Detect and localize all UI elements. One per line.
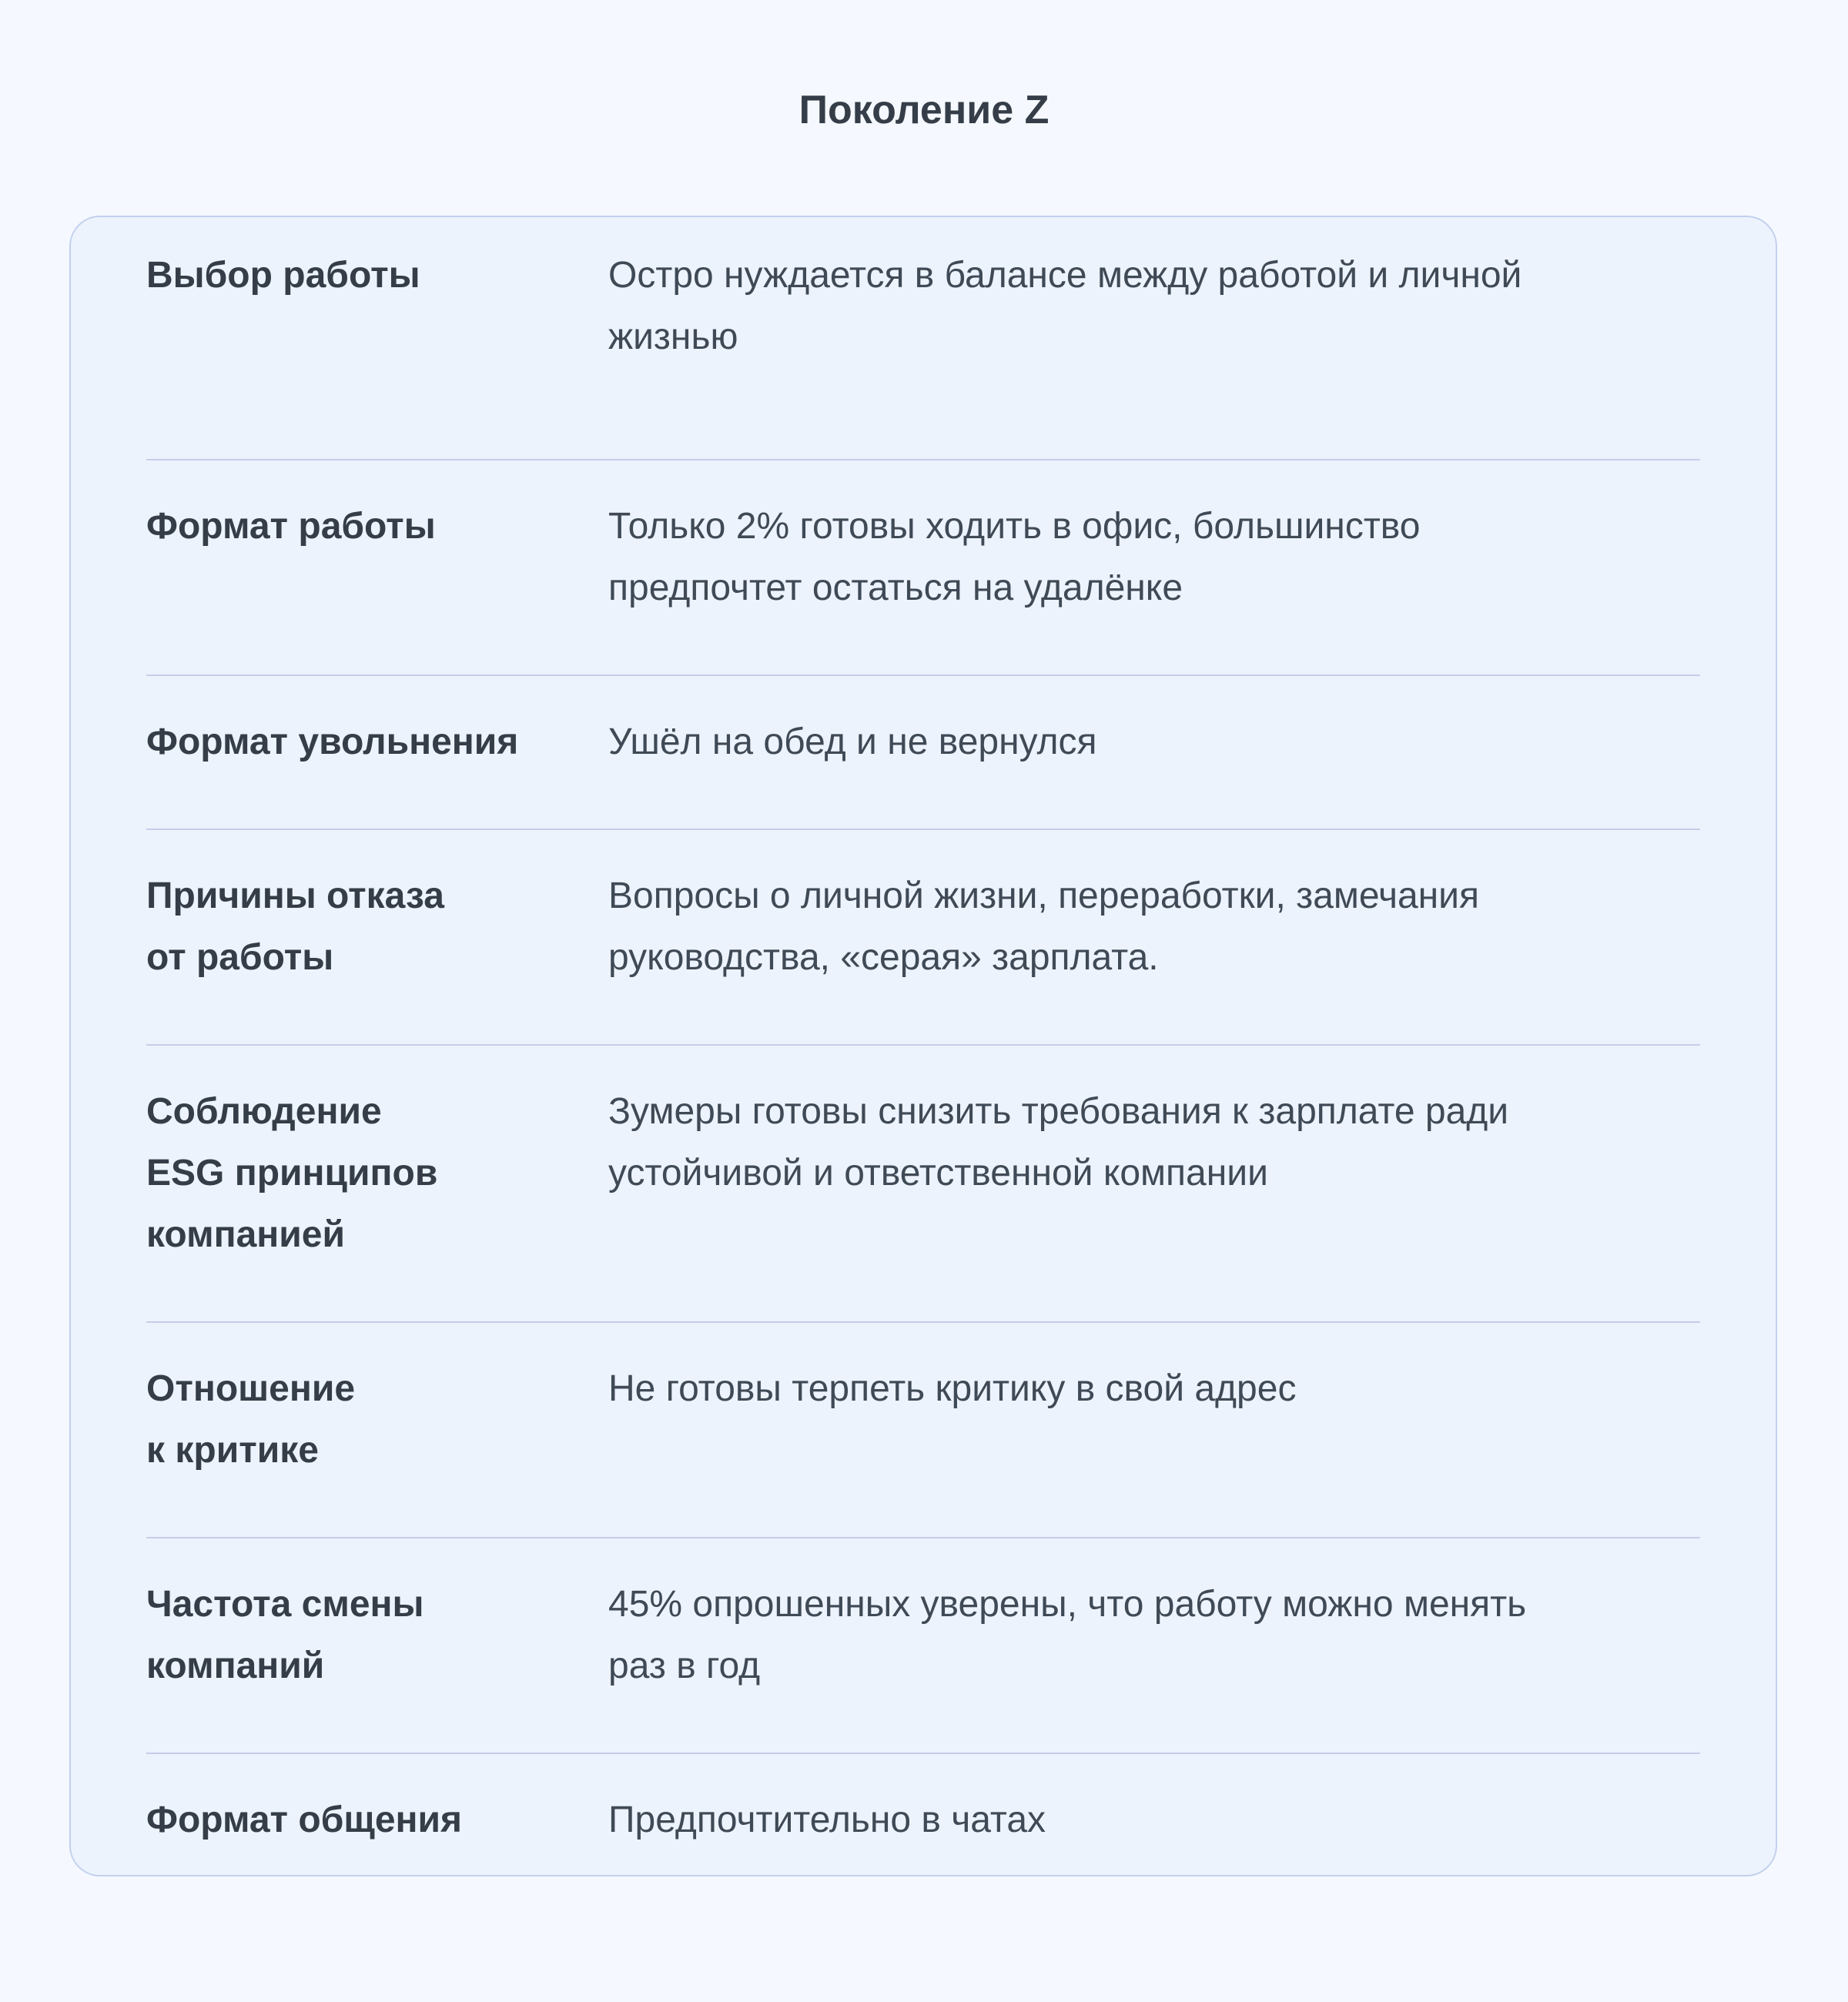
row-label: Формат увольнения: [146, 721, 519, 762]
row-value: Ушёл на обед и не вернулся: [608, 721, 1097, 762]
row-value: Не готовы терпеть критику в свой адрес: [608, 1368, 1297, 1409]
row-label: Формат работы: [146, 506, 436, 547]
row-label: Выбор работы: [146, 255, 420, 296]
table-row: [146, 1754, 1700, 1877]
row-label: Частота смены компаний: [146, 1584, 424, 1686]
row-value: Предпочтительно в чатах: [608, 1799, 1046, 1840]
table-row: [146, 1323, 1700, 1538]
table-row: [146, 1538, 1700, 1754]
table-row: [146, 1046, 1700, 1323]
table-row: [146, 830, 1700, 1046]
row-label: Формат общения: [146, 1799, 463, 1840]
comparison-card: [69, 216, 1777, 1876]
table-row: [146, 676, 1700, 830]
row-label: Причины отказа от работы: [146, 875, 444, 978]
table-row: [146, 460, 1700, 676]
row-value: Зумеры готовы снизить требования к зарплате ради устойчивой и ответственной компании: [608, 1091, 1509, 1194]
row-value: Остро нуждается в балансе между работой и личной жизнью: [608, 255, 1522, 357]
row-label: Отношение к критике: [146, 1368, 356, 1471]
row-label: Соблюдение ESG принципов компанией: [146, 1091, 438, 1255]
row-value: Вопросы о личной жизни, переработки, замечания руководства, «серая» зарплата.: [608, 875, 1479, 978]
table-row: [146, 245, 1700, 460]
row-value: 45% опрошенных уверены, что работу можно менять раз в год: [608, 1584, 1527, 1686]
page-title: Поколение Z: [798, 88, 1050, 132]
row-value: Только 2% готовы ходить в офис, большинство предпочтет остаться на удалёнке: [608, 506, 1421, 608]
